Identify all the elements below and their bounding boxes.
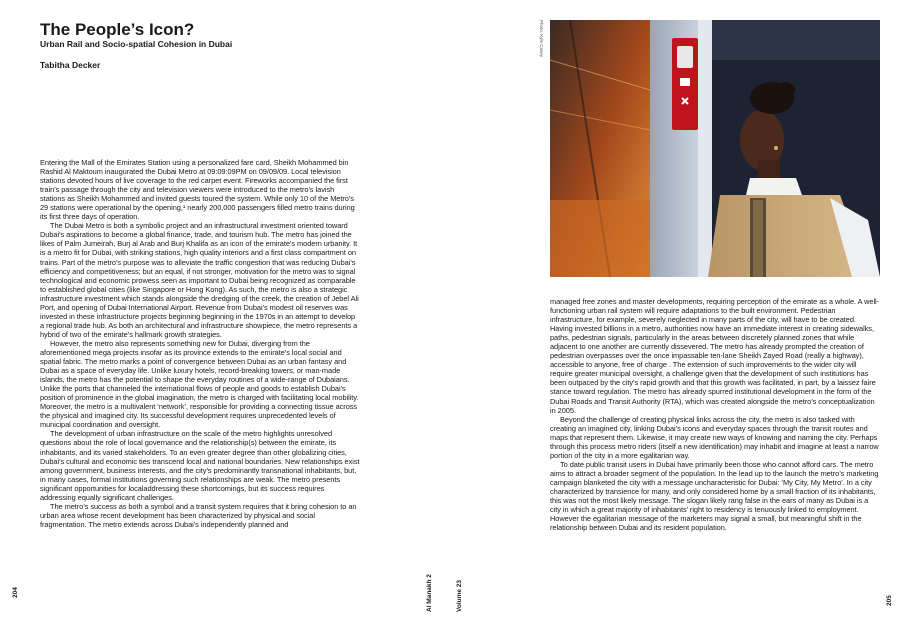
photo-credit (536, 20, 544, 80)
paragraph: Entering the Mall of the Emirates Station using a personalized fare card, Sheikh Mohammed bin Rashid Al Maktoum inaugurated the Dubai Metro at 09:09:09PM on 09/09/09. Local television stations devoted hours of live coverage to the red carpet event. Fireworks accompanied the first train’s passage through the city and television viewers were introduced to the metro’s lavish stations as Sheikh Mohammed and invited guests toured the system. While only 10 of the Metro’s 29 stations were operational by the opening,¹ nearly 200,000 passengers filled metro trains during its first three days of operation. (40, 158, 355, 222)
body-text-right-column (550, 297, 880, 532)
paragraph: The Dubai Metro is both a symbolic project and an infrastructural investment oriented toward Dubai’s aspirations to become a global finance, trade, and tourism hub. The metro has joined the likes of Palm Jumeirah, Burj al Arab and Burj Khalifa as an icon of the emirate’s modern urbanity. It is a metro fit for Dubai, with striking stations, high quality interiors and a first class compartment on trains. Part of the metro’s purpose was to alleviate the traffic congestion that was reducing Dubai’s efficiency and competitiveness; but an equal, if not stronger, motivation for the metro was to signal technological and economic prowess seen as important to Dubai being recognized as comparable to established global cities (like Singapore or Hong Kong). As such, the metro is also a strategic infrastructure investment which stands alongside the dredging of the creek, the creation of Jebel Ali Port, and opening of Dubai International Airport. Revenue from Dubai’s modest oil reserves was invested in these infrastructure projects beginning beginning in the 1970s in an attempt to develop a regional trade hub. As both an architectural and infrastructure showpiece, the metro represents a hybrid of two of the emirate’s hallmark growth strategies. (40, 221, 359, 339)
article-subtitle: Urban Rail and Socio-spatial Cohesion in Dubai (40, 39, 233, 49)
paragraph: To date public transit users in Dubai have primarily been those who cannot afford cars. The metro aims to attract a broader segment of the population. In the lead up to the launch the metro’s marketing campaign blanketed the city with a message uncharacteristic for Dubai: ‘My City, My Metro’. In a city characterized by transience for many, and only considered home by a small fraction of its inhabitants, this was not the most likely message. The slogan likely rang false in the ears of many as Dubai is a city in which a great majority of inhabitants’ right to residency is tenuously linked to employment. However the egalitarian message of the marketers may signal a small, but meaningful shift in the relationship between Dubai and its resident population. (550, 459, 879, 533)
photo-illustration (550, 20, 880, 277)
paragraph: Beyond the challenge of creating physical links across the city, the metro is also tasked with creating an imagined city, linking Dubai’s icons and everyday spaces through the transit routes and maps that represent them. Likewise, it may create new ways of knowing and naming the city. Perhaps through this process metro riders (itself a new identification) may inhabit and imagine at least a narrow portion of the city in a more egalitarian way. (550, 414, 879, 460)
page-number-left: 204 (12, 587, 19, 598)
article-author: Tabitha Decker (40, 60, 101, 70)
volume-label: Volume 23 (456, 579, 463, 612)
journal-name: Al Manakh 2 (426, 574, 433, 612)
paragraph: managed free zones and master developments, requiring perception of the emirate as a whole. A well-functioning urban rail system will require adaptations to the built environment. Pedestrian infrastructure, for example, severely neglected in many parts of the city, will have to be created. Having invested billions in a metro, authorities now have an immediate interest in creating sidewalks, paths, pedestrian signals, particularly in the areas between discretely planned zones that while adjacent to one another are currently dissevered. The metro has already prompted the creation of pedestrian overpasses over the once impassable ten-lane Sheikh Zayed Road (really a highway), accessible to anyone, free of charge . The extension of such improvements to the wider city will require greater municipal oversight, a challenge given that the development of such institutions has been outpaced by the city’s rapid growth and that this growth was facilitated, in part, by a laissez faire stance toward regulation. The metro has already spurred institutional development in the form of the Dubai Roads and Transit Authority (RTA), which was created alongside the metro’s conceptualization in 2005. (550, 297, 880, 415)
metro-photo (550, 20, 880, 277)
paragraph: The metro’s success as both a symbol and a transit system requires that it bring cohesion to an urban area whose recent development has been characterized by physical and social fragmentation. The metro extends across Dubai’s independently planned and (40, 501, 357, 529)
body-text-left-column (40, 158, 360, 529)
page-number-right: 205 (886, 595, 893, 606)
article-title: The People’s Icon? (40, 20, 195, 39)
paragraph: However, the metro also represents something new for Dubai, diverging from the aforementioned mega projects insofar as its province extends to the emirate’s local social and spatial fabric. The metro marks a point of convergence between Dubai as an urban fantasy and Dubai as a space of everyday life. Unlike luxury hotels, record-breaking towers, or man-made islands, the metro has the potential to shape the everyday routines of a wide-range of Dubaians. Unlike the ports that channeled the international flows of people and goods to establish Dubai’s position of prominence in the global imagination, the metro is charged with facilitating local mobility. Moreover, the metro is a multivalent ‘network’, responsible for providing a connecting tissue across the physical and imagined city. Its successful development requires unprecedented levels of municipal coordination and oversight. (40, 338, 359, 430)
paragraph: The development of urban infrastructure on the scale of the metro highlights unresolved questions about the role of local governance and the relationship(s) between the emirate, its inhabitants, and its varied stakeholders. To an even greater degree than other globalizing cities, Dubai’s cultural and economic ties transcend local and national boundaries. New relationships exist among government, business interests, and the city’s predominantly transnational inhabitants, but, in many cases, formal institutions governing such relationships are weak. The metro presents significant opportunities for localaddressing these shortcomings, but its success requires addressing equally significant challenges. (40, 429, 360, 502)
photo-credit-text: Photo: Kyle Casey (539, 20, 544, 58)
